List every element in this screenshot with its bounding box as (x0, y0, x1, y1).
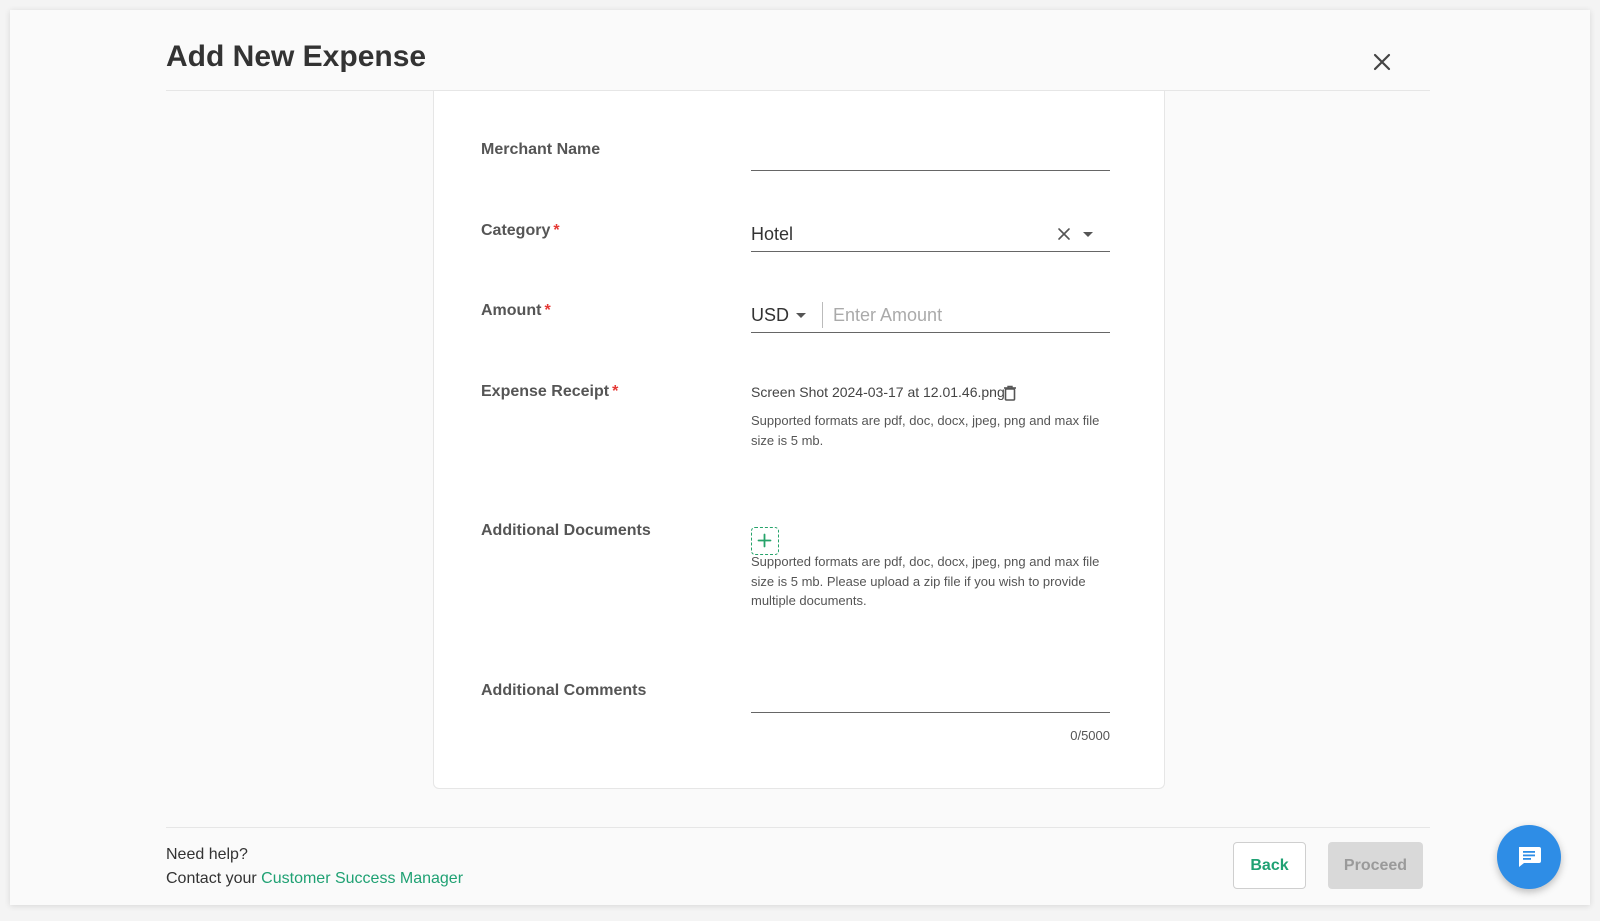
close-icon[interactable] (1370, 50, 1394, 74)
customer-success-manager-link[interactable]: Customer Success Manager (261, 870, 464, 887)
chat-icon (1516, 845, 1542, 869)
amount-input[interactable] (833, 301, 1110, 329)
help-text: Need help? (166, 846, 248, 863)
additional-documents-label: Additional Documents (481, 522, 651, 539)
merchant-name-label: Merchant Name (481, 141, 601, 158)
category-value: Hotel (751, 224, 794, 244)
chevron-down-icon (794, 308, 808, 327)
comments-underline (751, 712, 1110, 713)
amount-placeholder: Enter Amount (833, 305, 943, 325)
add-expense-modal (10, 10, 1590, 905)
required-mark: * (544, 302, 551, 319)
currency-select[interactable] (751, 301, 813, 329)
amount-label: Amount * (481, 302, 551, 319)
currency-value: USD (751, 305, 790, 325)
amount-underline (751, 332, 1110, 333)
contact-text: Contact your Customer Success Manager (166, 870, 464, 887)
merchant-name-input[interactable] (751, 143, 1110, 169)
chevron-down-icon[interactable] (1081, 227, 1095, 241)
back-button[interactable]: Back (1233, 842, 1306, 889)
footer-divider (166, 827, 1430, 828)
chat-button[interactable] (1497, 825, 1561, 889)
add-document-button[interactable] (751, 527, 779, 555)
additional-comments-input[interactable] (751, 686, 1110, 711)
modal-title: Add New Expense (166, 40, 427, 73)
proceed-button[interactable]: Proceed (1328, 842, 1423, 889)
trash-icon[interactable] (1002, 384, 1018, 402)
category-select[interactable] (751, 221, 1041, 249)
amount-separator (822, 302, 823, 328)
character-counter: 0/5000 (1070, 728, 1110, 743)
additional-comments-label: Additional Comments (481, 682, 647, 699)
category-underline (751, 251, 1110, 252)
receipt-format-hint: Supported formats are pdf, doc, docx, jpeg, png and max file size is 5 mb. (751, 413, 1100, 448)
required-mark: * (553, 222, 560, 239)
additional-documents-hint: Supported formats are pdf, doc, docx, jpeg, png and max file size is 5 mb. Please upload a zip file if you wish to provide multiple documents. (751, 554, 1100, 608)
merchant-name-underline (751, 170, 1110, 171)
expense-form-card (433, 91, 1165, 789)
required-mark: * (612, 383, 619, 400)
category-label: Category * (481, 222, 560, 239)
plus-icon (752, 528, 777, 553)
clear-icon[interactable] (1055, 225, 1073, 243)
expense-receipt-label: Expense Receipt * (481, 383, 619, 400)
receipt-file-name: Screen Shot 2024-03-17 at 12.01.46.png (751, 384, 1005, 400)
